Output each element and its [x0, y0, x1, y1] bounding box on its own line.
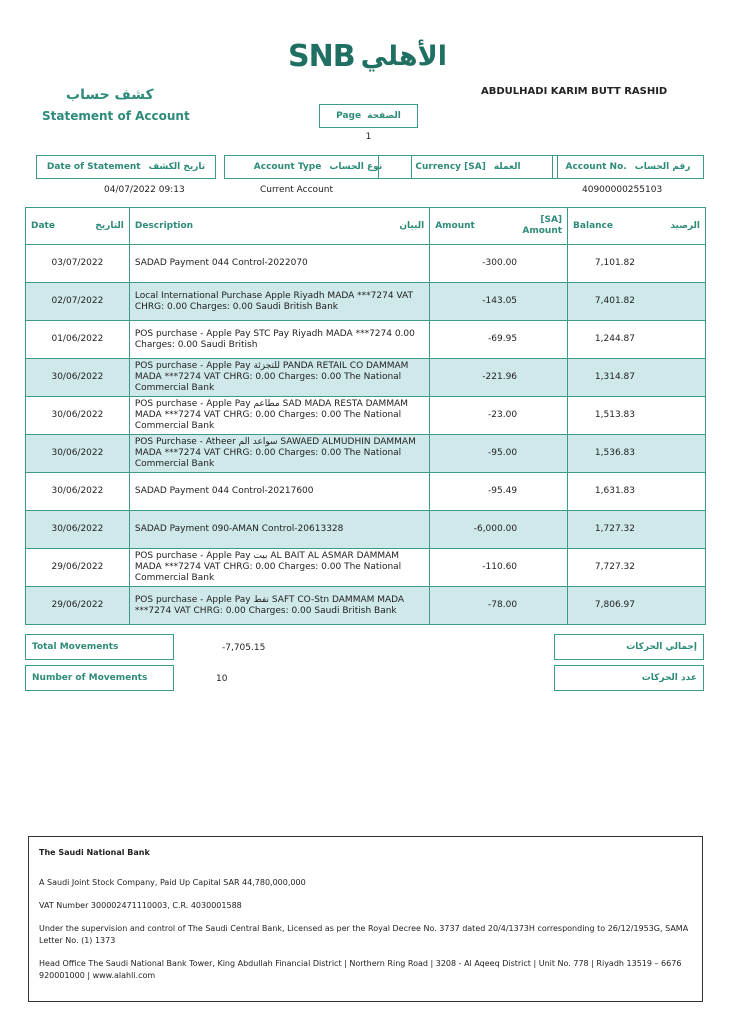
statement-title-ar: كشف حساب	[66, 87, 154, 103]
row-balance: 7,806.97	[568, 587, 706, 625]
col-date-ar: التاريخ	[95, 221, 124, 231]
col-balance-ar: الرصيد	[670, 221, 700, 231]
row-description: SADAD Payment 044 Control-2022070	[129, 245, 429, 283]
account-type-value: Current Account	[260, 185, 334, 195]
row-date: 03/07/2022	[26, 245, 130, 283]
row-amount: -300.00	[430, 245, 568, 283]
row-balance: 7,101.82	[568, 245, 706, 283]
row-description: POS purchase - Apple Pay بيت AL BAIT AL ASMAR DAMMAM MADA ***7274 VAT CHRG: 0.00 Charges: 0.00 The National Commercial Bank	[129, 549, 429, 587]
row-date: 30/06/2022	[26, 359, 130, 397]
row-date: 30/06/2022	[26, 397, 130, 435]
logo-en: SNB	[288, 38, 355, 74]
table-row	[26, 473, 706, 511]
page-label-box	[319, 104, 418, 128]
bank-logo	[288, 34, 447, 78]
footer-vat: VAT Number 300002471110003, C.R. 4030001588	[39, 901, 242, 910]
col-date	[26, 208, 130, 245]
row-balance: 1,314.87	[568, 359, 706, 397]
row-amount: -221.96	[430, 359, 568, 397]
row-date: 29/06/2022	[26, 587, 130, 625]
row-balance: 7,401.82	[568, 283, 706, 321]
col-desc-ar: البيان	[399, 221, 425, 231]
table-header-row	[26, 208, 706, 245]
header-date-cell	[36, 155, 216, 179]
account-holder-name: ABDULHADI KARIM BUTT RASHID	[481, 86, 668, 97]
table-row	[26, 549, 706, 587]
row-description: POS Purchase - Atheer سواعد الم SAWAED ALMUDHIN DAMMAM MADA ***7274 VAT CHRG: 0.00 Charges: 0.00 The National Commercial Bank	[129, 435, 429, 473]
col-balance	[568, 208, 706, 245]
table-row	[26, 397, 706, 435]
row-date: 29/06/2022	[26, 549, 130, 587]
row-balance: 1,244.87	[568, 321, 706, 359]
transactions-table	[25, 207, 706, 625]
header-type-ar: نوع الحساب	[329, 162, 383, 172]
page-label-en: Page	[336, 111, 362, 121]
total-movements-label-ar: إجمالي الحركات	[554, 634, 704, 660]
total-movements-value: -7,705.15	[222, 643, 266, 653]
header-currency-en: Currency [SA]	[415, 162, 486, 172]
row-description: POS purchase - Apple Pay STC Pay Riyadh MADA ***7274 0.00 Charges: 0.00 Saudi British	[129, 321, 429, 359]
footer-capital: A Saudi Joint Stock Company, Paid Up Capital SAR 44,780,000,000	[39, 878, 306, 887]
col-desc-en: Description	[134, 221, 194, 231]
header-type-en: Account Type	[253, 162, 322, 172]
header-currency-ar: العملة	[493, 162, 521, 172]
row-balance: 1,631.83	[568, 473, 706, 511]
statement-date-value: 04/07/2022 09:13	[104, 185, 185, 195]
header-account-ar: رقم الحساب	[634, 162, 691, 172]
col-amount	[430, 208, 568, 245]
page-number: 1	[365, 132, 372, 142]
table-row	[26, 511, 706, 549]
col-date-en: Date	[31, 221, 55, 231]
header-currency-cell	[378, 155, 558, 179]
statement-title-en: Statement of Account	[42, 109, 190, 123]
total-movements-label: Total Movements	[25, 634, 174, 660]
row-description: POS purchase - Apple Pay مطاعم SAD MADA RESTA DAMMAM MADA ***7274 VAT CHRG: 0.00 Charges: 0.00 The National Commercial Bank	[129, 397, 429, 435]
header-date-ar: تاريخ الكشف	[148, 162, 206, 172]
table-body	[26, 245, 706, 625]
table-row	[26, 245, 706, 283]
table-row	[26, 283, 706, 321]
row-balance: 7,727.32	[568, 549, 706, 587]
table-row	[26, 435, 706, 473]
col-amount-en: Amount	[435, 221, 475, 231]
logo-ar: الأهلي	[360, 40, 448, 72]
col-description	[129, 208, 429, 245]
row-date: 30/06/2022	[26, 435, 130, 473]
row-balance: 1,727.32	[568, 511, 706, 549]
col-amount-currency: [SA]	[540, 215, 563, 225]
row-date: 02/07/2022	[26, 283, 130, 321]
row-description: POS purchase - Apple Pay نفط SAFT CO-Stn DAMMAM MADA ***7274 VAT CHRG: 0.00 Charges: 0.00 Saudi British Bank	[129, 587, 429, 625]
header-date-en: Date of Statement	[46, 162, 141, 172]
statement-header-values	[36, 185, 704, 199]
footer-bank-name: The Saudi National Bank	[39, 848, 150, 857]
row-description: POS purchase - Apple Pay للتجزئة PANDA RETAIL CO DAMMAM MADA ***7274 VAT CHRG: 0.00 Charges: 0.00 The National Commercial Bank	[129, 359, 429, 397]
row-amount: -95.00	[430, 435, 568, 473]
row-amount: -95.49	[430, 473, 568, 511]
table-row	[26, 359, 706, 397]
table-row	[26, 587, 706, 625]
row-amount: -78.00	[430, 587, 568, 625]
account-number-value: 40900000255103	[582, 185, 663, 195]
row-description: SADAD Payment 044 Control-20217600	[129, 473, 429, 511]
page-label-ar: الصفحة	[367, 111, 401, 121]
row-balance: 1,536.83	[568, 435, 706, 473]
number-movements-label-ar: عدد الحركات	[554, 665, 704, 691]
header-account-cell	[552, 155, 704, 179]
footer-license: Under the supervision and control of The Saudi Central Bank, Licensed as per the Royal Decree No. 3737 dated 20/4/1373H corresponding to 26/12/1953G, SAMA Letter No. (1) 1373	[39, 924, 689, 945]
col-balance-en: Balance	[573, 221, 613, 231]
table-row	[26, 321, 706, 359]
row-description: Local International Purchase Apple Riyadh MADA ***7274 VAT CHRG: 0.00 Charges: 0.00 Saudi British Bank	[129, 283, 429, 321]
row-amount: -69.95	[430, 321, 568, 359]
row-date: 30/06/2022	[26, 511, 130, 549]
row-date: 30/06/2022	[26, 473, 130, 511]
row-amount: -23.00	[430, 397, 568, 435]
col-amount-word: Amount	[522, 226, 563, 236]
bank-footer	[28, 836, 703, 1002]
row-amount: -110.60	[430, 549, 568, 587]
row-amount: -143.05	[430, 283, 568, 321]
statement-header-row	[36, 155, 704, 179]
row-description: SADAD Payment 090-AMAN Control-20613328	[129, 511, 429, 549]
footer-contact: 920001000 | www.alahli.com	[39, 971, 156, 980]
col-amount-unit	[522, 215, 562, 237]
footer-address: Head Office The Saudi National Bank Tower, King Abdullah Financial District | Northern Ring Road | 3208 - Al Aqeeq District | Unit No. 778 | Riyadh 13519 – 6676	[39, 959, 682, 968]
row-balance: 1,513.83	[568, 397, 706, 435]
row-amount: -6,000.00	[430, 511, 568, 549]
row-date: 01/06/2022	[26, 321, 130, 359]
number-movements-value: 10	[216, 674, 228, 684]
number-movements-label: Number of Movements	[25, 665, 174, 691]
header-account-en: Account No.	[565, 162, 627, 172]
